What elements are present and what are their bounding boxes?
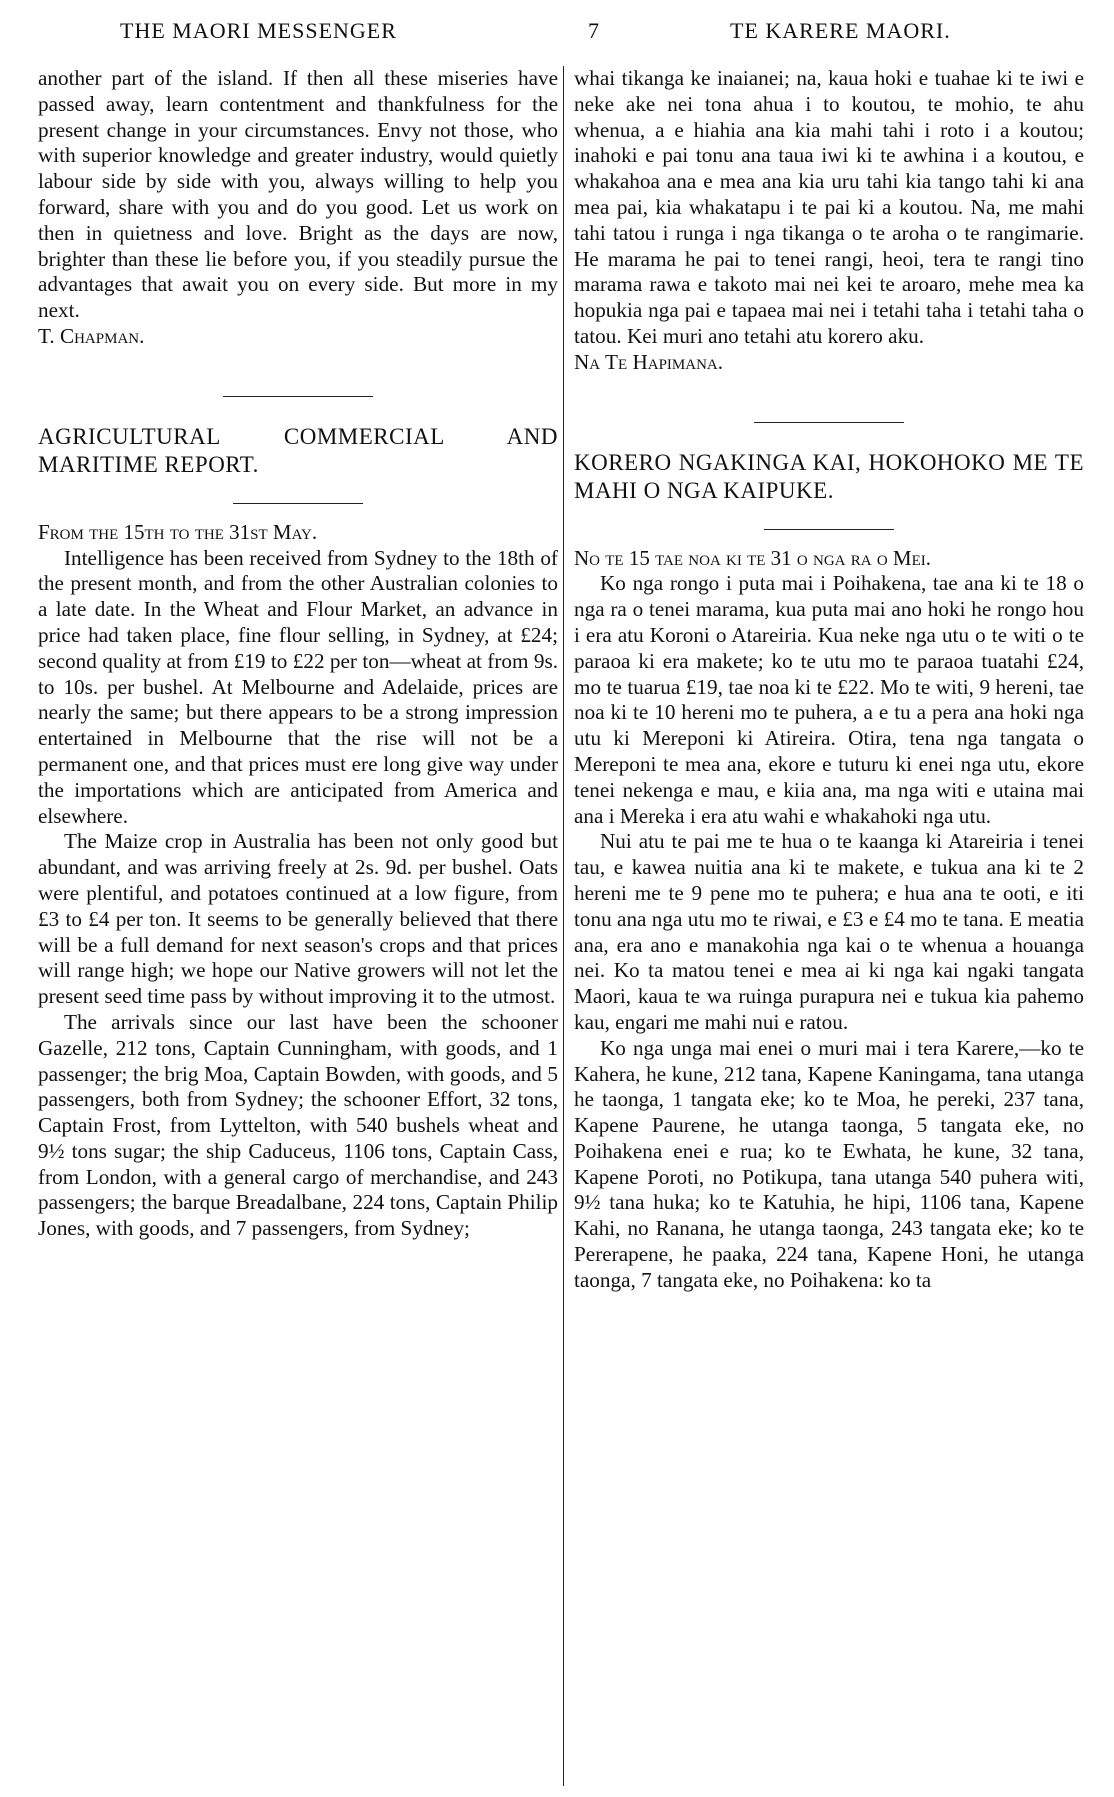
paragraph-arrivals-maori: Ko nga unga mai enei o muri mai i tera Karere,—ko te Kahera, he kune, 212 tana, Kapene Kaningama, tana utanga he taonga, 1 tangata eke; ko te Moa, he pereki, 237 tana, Kapene Paurene, he utanga taonga, 5 tangata eke, no Poihakena enei e rua; ko te Ewhata, he kune, 32 tana, Kapene Poroti, no Potikupa, tana utanga 540 puhera witi, 9½ tana huka; ko te Katuhia, he hipi, 1106 tana, Kapene Kahi, no Ranana, he utanga taonga, 243 tangata eke; ko te Pererapene, he paaka, 224 tana, Kapene Honi, he utanga taonga, 7 tangata eke, no Poihakena: ko ta (574, 1035, 1084, 1292)
report-title-maori: KORERO NGAKINGA KAI, HOKOHOKO ME TE MAHI O NGA KAIPUKE. (574, 449, 1084, 503)
section-rule (223, 396, 373, 397)
paragraph-maize-crop: The Maize crop in Australia has been not only good but abundant, and was arriving freely at 2s. 9d. per bushel. Oats were plentiful, and potatoes continued at a low figure, from £3 to £4 per ton. It seems to be generally believed that there will be a full demand for next season's crops and that prices will range high; we hope our Native growers will not let the present seed time pass by without improving it to the utmost. (38, 829, 558, 1009)
page-number: 7 (588, 18, 600, 43)
paragraph-arrivals: The arrivals since our last have been the schooner Gazelle, 212 tons, Captain Cunningham, with goods, and 1 passenger; the brig Moa, Captain Bowden, with goods, and 5 passengers, both from Sydney; the schooner Effort, 32 tons, Captain Frost, from Lyttelton, with 540 bushels wheat and 9½ tons sugar; the ship Caduceus, 1106 tons, Captain Cass, from London, with a general cargo of merchandise, and 243 passengers; the barque Breadalbane, 224 tons, Captain Philip Jones, with goods, and 7 passengers, from Sydney; (38, 1009, 558, 1241)
report-title: AGRICULTURAL COMMERCIAL AND MARITIME REPORT. (38, 423, 558, 477)
paragraph-wheat-market: Intelligence has been received from Sydney to the 18th of the present month, and from the other Australian colonies to a late date. In the Wheat and Flour Market, an advance in price had taken place, fine flour selling, in Sydney, at £24; second quality at from £19 to £22 per ton—wheat at from 9s. to 10s. per bushel. At Melbourne and Adelaide, prices are nearly the same; but there appears to be a strong impression entertained in Melbourne that the rise will not be a permanent one, and that prices must ere long give way under the importations which are anticipated from America and elsewhere. (38, 545, 558, 828)
paragraph-wheat-market-maori: Ko nga rongo i puta mai i Poihakena, tae ana ki te 18 o nga ra o tenei marama, kua puta mai ano hoki he rongo hou i era atu Koroni o Atareiria. Kua neke nga utu o te witi o te paraoa ki era makete; ko te utu mo te paraoa tuatahi £24, mo te tuarua £19, tae noa ki te £22. Mo te witi, 9 hereni, tae noa ki te 10 hereni mo te puhera, a e tu a pera ana hoki nga utu ki Mereponi ki Atireira. Otira, tena nga tangata o Mereponi te mea ana, ekore e tuturu ki enei nga utu, ekore tenei nekenga e mau, e kiia ana, ma nga witi e utaina mai ana i Mereka i era atu wahi e whakahoki nga utu. (574, 571, 1084, 828)
header-title-english: THE MAORI MESSENGER (120, 18, 397, 43)
section-rule-maori (754, 422, 904, 423)
report-dateline-maori: No te 15 tae noa ki te 31 o nga ra o Mei. (574, 545, 932, 570)
paragraph-maize-crop-maori: Nui atu te pai me te hua o te kaanga ki Atareiria i tenei tau, e kawea nuitia ana ki te makete, e tukua ana ki te 2 hereni me te 9 pene mo te puhera; e hua ana te ooti, e iti tonu ana nga utu mo te riwai, e £3 e £4 mo te tana. E meatia ana, era ano e manakohia nga kai o te whenua a houanga nei. Ko ta matou tenei e mea ai ki nga kai ngaki tangata Maori, kaua te wa ruinga purapura nei e tukua kia pahemo kau, engari me mahi nui e ratou. (574, 829, 1084, 1034)
page-header (40, 18, 1084, 52)
letter-conclusion: another part of the island. If then all these miseries have passed away, learn contentment and thankfulness for the present change in your circumstances. Envy not those, who with superior knowledge and greater industry, would quietly labour side by side with you, always willing to help you forward, share with you and do you good. Let us work on then in quietness and love. Bright as the days are now, brighter than these lie before you, if you steadily pursue the advantages that await you on every side. But more in my next. (38, 66, 558, 323)
column-divider (563, 66, 564, 1786)
title-rule (233, 503, 363, 504)
letter-signature: T. Chapman. (38, 323, 145, 348)
report-dateline: From the 15th to the 31st May. (38, 519, 318, 544)
letter-conclusion-maori: whai tikanga ke inaianei; na, kaua hoki e tuahae ki te iwi e neke ake nei tona ahua i to koutou, te mohio, te ahu whenua, a e hiahia ana kia mahi tahi i roto i a koutou; inahoki e pai tonu ana taua iwi ki te awhina i a koutou, e whakahoa ana e mea ana kia uru tahi kia tango tahi ki ana mea pai, kia whakatapu i te pai ki a koutou. Na, me mahi tahi tatou i runga i nga tikanga o te aroha o te rangimarie. He marama he pai to tenei rangi, heoi, tera te rangi tino marama rawa e takoto mai nei kei te aroaro, mehe mea ka hopukia nga pai e tapaea mai nei i tetahi taha i tetahi taha o tatou. Kei muri ano tetahi atu korero aku. (574, 66, 1084, 348)
english-column (38, 66, 558, 1242)
letter-signature-maori: Na Te Hapimana. (574, 349, 724, 374)
title-rule-maori (764, 529, 894, 530)
header-title-maori: TE KARERE MAORI. (730, 18, 951, 43)
maori-column (574, 66, 1084, 1294)
